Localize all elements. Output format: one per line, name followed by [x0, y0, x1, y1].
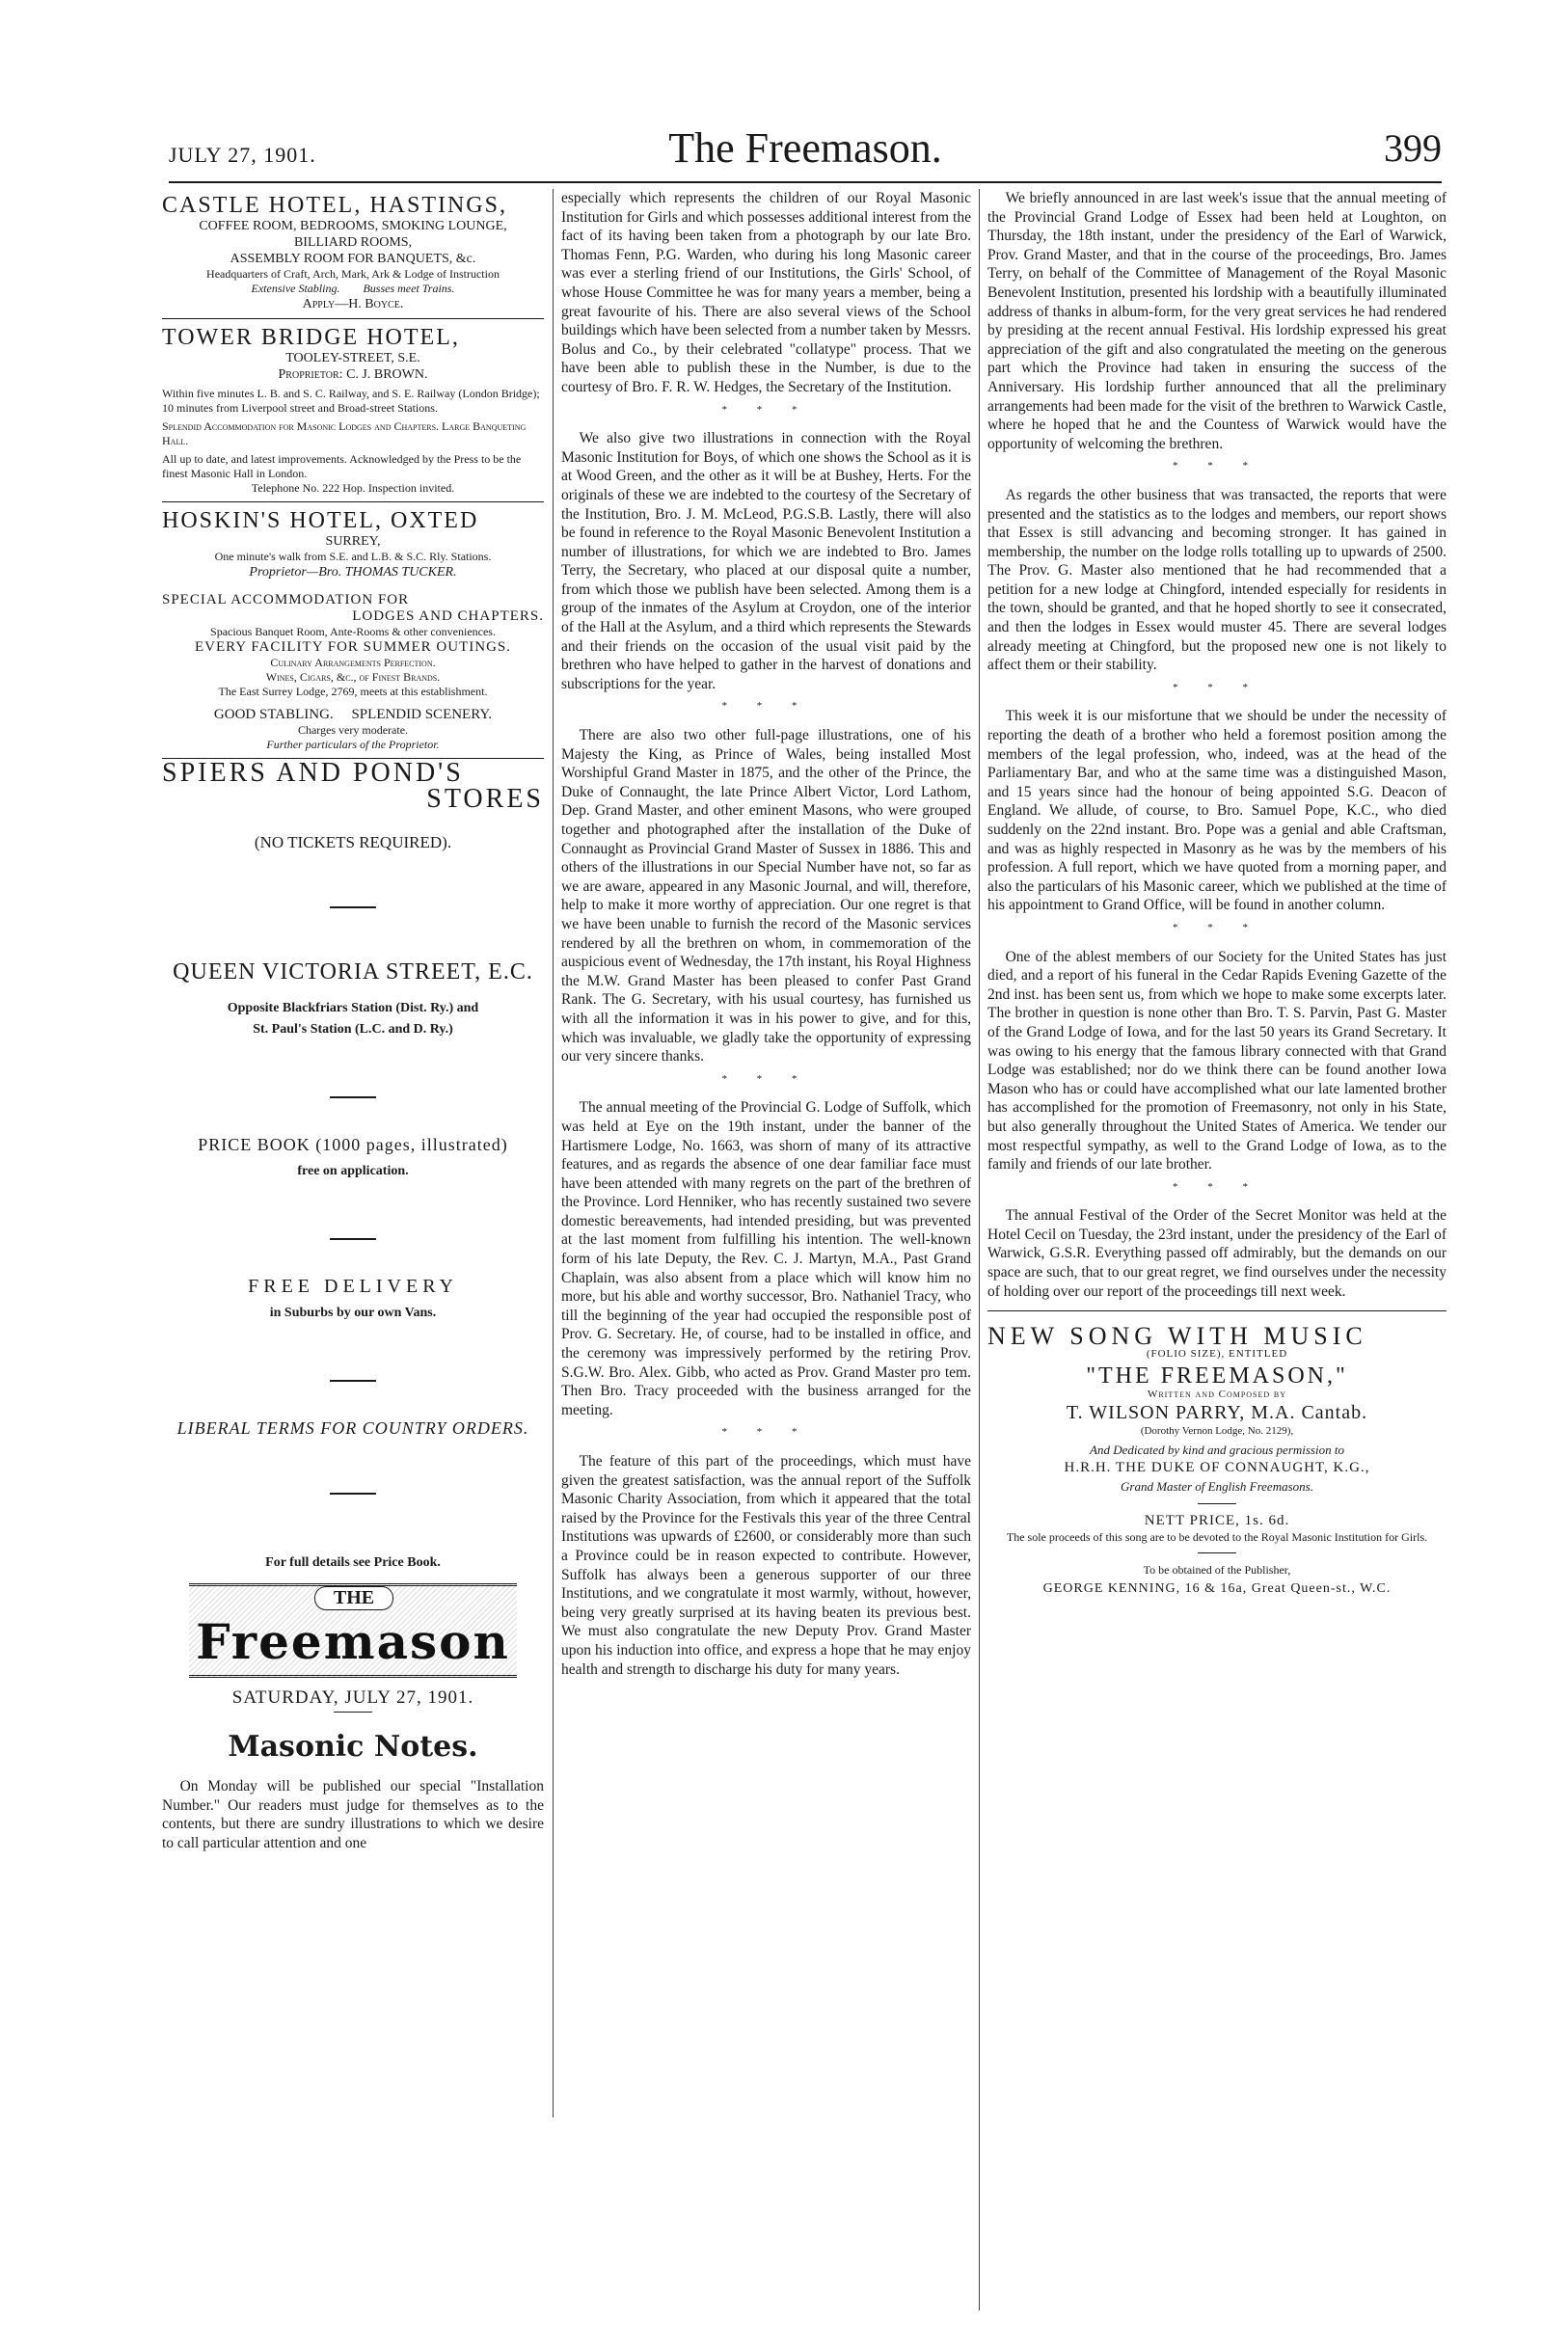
- castle-hotel-ad: [162, 193, 544, 312]
- ad-line: LIBERAL TERMS FOR COUNTRY ORDERS.: [176, 1418, 529, 1438]
- ad-line: PRICE BOOK (1000 pages, illustrated): [198, 1135, 508, 1154]
- ad-line: Spacious Banquet Room, Ante-Rooms & other conveniences.: [210, 625, 496, 638]
- section-separator: * * *: [1173, 921, 1261, 933]
- page-number: 399: [1384, 126, 1442, 170]
- issue-date: JULY 27, 1901.: [169, 143, 316, 167]
- ad-line: Culinary Arrangements Perfection.: [270, 656, 436, 669]
- paragraph: One of the ablest members of our Society for the United States has just died, and a report of his funeral in the Cedar Rapids Evening Gazette of the 2nd inst. has been sent us, from which we hope to make some excerpts later. The brother in question is none other than Bro. T. S. Parvin, Past G. Master of the Grand Lodge of Iowa, and for the last 50 years its Grand Secretary. It was owing to his energy that the famous library connected with that Grand Lodge was established; nor do we think there can be found another Iowa Mason who has or could have accomplished what our late lamented brother has accomplished for the promotion of Freemasonry, not only in his State, but also generally throughout the United States of America. We tender our most respectful sympathy, as well to the Grand Lodge of Iowa, as to the family and friends of our late brother.: [987, 948, 1446, 1174]
- ad-line: Headquarters of Craft, Arch, Mark, Ark & Lodge of Instruction: [206, 267, 500, 281]
- masthead: [169, 114, 1442, 183]
- ad-heading: TOWER BRIDGE HOTEL,: [162, 325, 460, 350]
- new-song-ad: [987, 1322, 1446, 1598]
- song-price: NETT PRICE, 1s. 6d.: [1144, 1513, 1290, 1529]
- publisher: GEORGE KENNING, 16 & 16a, Great Queen-st., W.C.: [1042, 1581, 1392, 1597]
- ad-line: Wines, Cigars, &c., of Finest Brands.: [265, 670, 441, 684]
- ad-heading: NEW SONG WITH MUSIC: [987, 1322, 1367, 1351]
- tower-bridge-hotel-ad: [162, 325, 544, 496]
- divider: [330, 1096, 376, 1098]
- freemason-logo: [189, 1583, 517, 1678]
- section-separator: * * *: [721, 403, 811, 416]
- ad-line: (FOLIO SIZE), ENTITLED: [1146, 1348, 1288, 1361]
- ad-line: SURREY,: [325, 534, 381, 549]
- ad-heading: HOSKIN'S HOTEL, OXTED: [162, 508, 479, 533]
- hoskins-hotel-ad: [162, 508, 544, 752]
- ad-line: St. Paul's Station (L.C. and D. Ry.): [253, 1022, 453, 1037]
- divider: [330, 1380, 376, 1382]
- logo-name: Freemason: [196, 1613, 510, 1670]
- ad-line: To be obtained of the Publisher,: [1143, 1563, 1291, 1578]
- section-separator: * * *: [721, 1072, 811, 1085]
- paragraph: This week it is our misfortune that we should be under the necessity of reporting the death of a brother who held a foremost position among the members of the legal profession, who, indeed, was at the head of the Parliamentary Bar, and who at the same time was a distinguished Mason, and 15 years since had the honour of being appointed S.G. Deacon of England. We allude, of course, to Bro. Samuel Pope, K.C., who died suddenly on the 22nd instant. Bro. Pope was a genial and able Craftsman, and was as highly respected in Masonry as he was by the members of his profession. A full report, which we have quoted from a morning paper, and also the particulars of his Masonic career, which we published at the time of his appointment to Grand Office, will be found in another column.: [987, 708, 1446, 914]
- column-left: [162, 189, 544, 1852]
- ad-line: And Dedicated by kind and gracious permission to: [1090, 1443, 1344, 1458]
- divider: [162, 318, 544, 319]
- song-author: T. WILSON PARRY, M.A. Cantab.: [1066, 1402, 1368, 1424]
- paragraph: The annual meeting of the Provincial G. Lodge of Suffolk, which was held at Eye on the 19th instant, under the banner of the Hartismere Lodge, No. 1663, was shorn of many of its attractive features, and as regards the absence of one dear familiar face must have been attended with many regrets on the part of the brethren of the Province. Lord Henniker, who has recently sustained two severe domestic bereavements, had intended presiding, but was prevented at the last moment from fulfilling his intention. The well-known form of his late Deputy, the Rev. C. J. Martyn, M.A., Past Grand Chaplain, was also absent from a place which will know him no more, but his able and worthy successor, Bro. Nathaniel Tracy, who till the beginning of the year had occupied the responsible post of Prov. G. Secretary. He, of course, had to be installed in office, and the ceremony was impressively performed by the retiring Prov. S.G.W. Bro. Alex. Gibb, who acted as Prov. Grand Master pro tem. Then Bro. Tracy proceeded with the business arranged for the meeting.: [561, 1099, 971, 1418]
- divider: [330, 1238, 376, 1240]
- divider: [1198, 1552, 1236, 1553]
- divider: [334, 1712, 372, 1713]
- newspaper-title: The Freemason.: [668, 124, 942, 172]
- song-title: "THE FREEMASON,": [1086, 1363, 1348, 1389]
- ad-line: FREE DELIVERY: [248, 1276, 458, 1297]
- paragraph: The feature of this part of the proceedings, which must have given the greatest satisfaction, was the annual report of the Suffolk Masonic Charity Association, from which it appeared that the total raised by the Province for the Festivals this year of the three Central Institutions was upwards of £2600, or considerably more than such a Province could be in reason expected to contribute. However, Suffolk has always been a generous supporter of our three Institutions, and we congratulate it most warmly, without, however, being very greatly surprised at its having beaten its previous best. We must also congratulate the new Deputy Prov. Grand Master upon his induction into office, and express a hope that he may enjoy health and strength to discharge his duty for many years.: [561, 1453, 971, 1678]
- section-separator: * * *: [721, 1426, 811, 1439]
- section-separator: * * *: [1173, 681, 1261, 693]
- ad-line: (Dorothy Vernon Lodge, No. 2129),: [1140, 1425, 1294, 1438]
- ad-line: Within five minutes L. B. and S. C. Railway, and S. E. Railway (London Bridge); 10 minutes from Liverpool street and Broad-street Stations.: [162, 387, 540, 415]
- ad-line: in Suburbs by our own Vans.: [269, 1306, 437, 1320]
- ad-line: Opposite Blackfriars Station (Dist. Ry.) and: [227, 1001, 479, 1015]
- column-rule: [553, 189, 554, 2118]
- section-separator: * * *: [1173, 460, 1261, 472]
- ad-line: BILLIARD ROOMS,: [293, 235, 413, 250]
- ad-line: Written and Composed by: [1147, 1389, 1287, 1401]
- ad-line: Extensive Stabling. Busses meet Trains.: [251, 282, 455, 295]
- divider: [987, 1310, 1446, 1311]
- column-middle: [561, 189, 971, 1679]
- paragraph: There are also two other full-page illustrations, one of his Majesty the King, as Prince of Wales, being installed Most Worshipful Grand Master in 1875, and the other of the Prince, the Duke of Connaught, the late Prince Albert Victor, Lord Lathom, Dep. Grand Master, and other eminent Masons, who were grouped together and photographed after the installation of the Duke of Connaught as Provincial Grand Master of Sussex in 1886. This and others of the illustrations in our Special Number have not, so far as we are aware, appeared in any Masonic Journal, and will, therefore, help to make it more worthy of appreciation. Our one regret is that we have been unable to furnish the record of the Masonic services rendered by all the brethren on whom, in commemoration of the auspicious event of Wednesday, the 17th instant, his Royal Highness the M.W. Grand Master has been pleased to confer Past Grand Rank. The G. Secretary, with his usual courtesy, has furnished us with all the information it was in his power to give, and for this, which was invaluable, we gladly take the opportunity of expressing our very sincere thanks.: [561, 727, 971, 1066]
- ad-line: Telephone No. 222 Hop. Inspection invited.: [251, 481, 455, 495]
- logo-the: THE: [314, 1586, 393, 1610]
- ad-line: All up to date, and latest improvements. Acknowledged by the Press to be the finest Masonic Hall in London.: [162, 452, 522, 480]
- ad-line: Splendid Accommodation for Masonic Lodges and Chapters. Large Banqueting Hall.: [162, 419, 527, 447]
- ad-line: Apply—H. Boyce.: [302, 297, 404, 311]
- ad-line: SPECIAL ACCOMMODATION FOR: [162, 592, 410, 607]
- ad-line: (NO TICKETS REQUIRED).: [254, 833, 452, 851]
- paragraph: We also give two illustrations in connection with the Royal Masonic Institution for Boys, of which one shows the School as it is at Wood Green, and the other as it will be at Bushey, Herts. For the originals of these we are indebted to the courtesy of the Secretary of the Institution, Bro. J. M. McLeod, P.G.S.B. Lastly, there will also be found in reference to the Royal Masonic Benevolent Institution a number of illustrations, for which we are indebted to Bro. James Terry, the Secretary, who placed at our disposal quite a number, from which those we publish have been selected. Among them is a group of the inmates of the Asylum at Croydon, one of the interior of the Hall at the Asylum, and a third which represents the Stewards and their friends on the occasion of the usual visit paid by the brethren who have helped to gather in the harvest of donations and subscriptions for the year.: [561, 430, 971, 692]
- ad-line: COFFEE ROOM, BEDROOMS, SMOKING LOUNGE,: [199, 219, 507, 233]
- paragraph: On Monday will be published our special "Installation Number." Our readers must judge for themselves as to the contents, but there are sundry illustrations to which we desire to call particular attention and one: [162, 1778, 544, 1851]
- article-body: [987, 189, 1446, 1301]
- section-separator: * * *: [1173, 1180, 1261, 1193]
- ad-line: For full details see Price Book.: [265, 1555, 441, 1570]
- issue-dateline: SATURDAY, JULY 27, 1901.: [231, 1687, 474, 1708]
- divider: [162, 501, 544, 502]
- spiers-and-ponds-ad: [162, 758, 544, 1574]
- ad-heading: CASTLE HOTEL, HASTINGS,: [162, 193, 507, 218]
- ad-heading: STORES: [426, 784, 544, 814]
- article-body: [162, 1777, 544, 1852]
- ad-line: Proprietor: C. J. BROWN.: [278, 367, 428, 382]
- section-heading: Masonic Notes.: [228, 1730, 478, 1764]
- ad-line: H.R.H. THE DUKE OF CONNAUGHT, K.G.,: [1064, 1460, 1370, 1476]
- paragraph: We briefly announced in are last week's issue that the annual meeting of the Provincial Grand Lodge of Essex had been held at Loughton, on Thursday, the 18th instant, under the presidency of the Earl of Warwick, Prov. Grand Master, and that in the course of the proceedings, Bro. James Terry, on behalf of the Committee of Management of the Royal Masonic Benevolent Institution, presented his lordship with a beautifully illuminated address of thanks in album-form, for the very great services he had rendered by presiding at the recent annual Festival. His lordship expressed his great appreciation of the gift and also congratulated the meeting on the generous part which the Province had taken in ensuring the success of the Anniversary. His lordship further announced that all the preliminary arrangements had been made for the visit of the brethren to Warwick Castle, where he hoped that he and the Countess of Warwick would have the opportunity of welcoming the brethren.: [987, 190, 1446, 452]
- ad-line: Grand Master of English Freemasons.: [1121, 1479, 1313, 1495]
- section-separator: * * *: [721, 700, 811, 713]
- ad-line: Charges very moderate.: [297, 723, 409, 737]
- divider: [330, 1493, 376, 1495]
- ad-line: ASSEMBLY ROOM FOR BANQUETS, &c.: [230, 252, 476, 266]
- column-right: [987, 189, 1446, 1598]
- ad-line: TOOLEY-STREET, S.E.: [285, 351, 420, 365]
- ad-line: The sole proceeds of this song are to be devoted to the Royal Masonic Institution for Girls.: [1006, 1530, 1428, 1545]
- paragraph: As regards the other business that was transacted, the reports that were presented and the statistics as to the lodges and members, our report shows that Essex is still advancing and becoming stronger. It has gained in membership, the number on the lodge rolls totalling up to upwards of 2500. The Prov. G. Master also mentioned that he had recommended that a petition for a new lodge at Chingford, intended especially for residents in the town, should be granted, and that he hoped shortly to see it consecrated, and then the lodges in Essex would muster 45. There are several lodges already meeting at Chingford, but the proposed new one is not likely to affect them or their stability.: [987, 486, 1446, 674]
- ad-line: LODGES AND CHAPTERS.: [352, 608, 544, 624]
- ad-heading: SPIERS AND POND'S: [162, 758, 464, 788]
- paragraph: The annual Festival of the Order of the Secret Monitor was held at the Hotel Cecil on Tuesday, the 23rd instant, under the presidency of the Earl of Warwick, G.S.R. Everything passed off admirably, but the demands on our space are such, that to our great regret, we find ourselves under the necessity of holding over our report of the proceedings till next week.: [987, 1207, 1446, 1300]
- ad-line: One minute's walk from S.E. and L.B. & S.C. Rly. Stations.: [214, 550, 492, 563]
- ad-line: QUEEN VICTORIA STREET, E.C.: [173, 959, 533, 985]
- divider: [330, 906, 376, 908]
- ad-line: The East Surrey Lodge, 2769, meets at this establishment.: [218, 685, 488, 698]
- ad-line: free on application.: [297, 1164, 409, 1178]
- divider: [1198, 1503, 1236, 1504]
- ad-line: Proprietor—Bro. THOMAS TUCKER.: [249, 565, 457, 580]
- ad-line: Further particulars of the Proprietor.: [266, 738, 440, 751]
- column-rule: [979, 189, 980, 2310]
- ad-line: EVERY FACILITY FOR SUMMER OUTINGS.: [194, 639, 512, 655]
- ad-line: GOOD STABLING. SPLENDID SCENERY.: [213, 707, 493, 722]
- paragraph: especially which represents the children of our Royal Masonic Institution for Girls and which possesses additional interest from the fact of its having been taken from a photograph by our late Bro. Thomas Fenn, P.G. Warden, who during his long Masonic career was ever a sterling friend of our Institutions, the Girls' School, of whose House Committee he was for many years a member, being a great favourite of his. There are also several views of the School buildings which have been selected from a number taken by Messrs. Bolus and Co., by their celebrated "collatype" process. That we have been able to publish these in the Number, is due to the courtesy of Bro. F. R. W. Hedges, the Secretary of the Institution.: [561, 190, 971, 395]
